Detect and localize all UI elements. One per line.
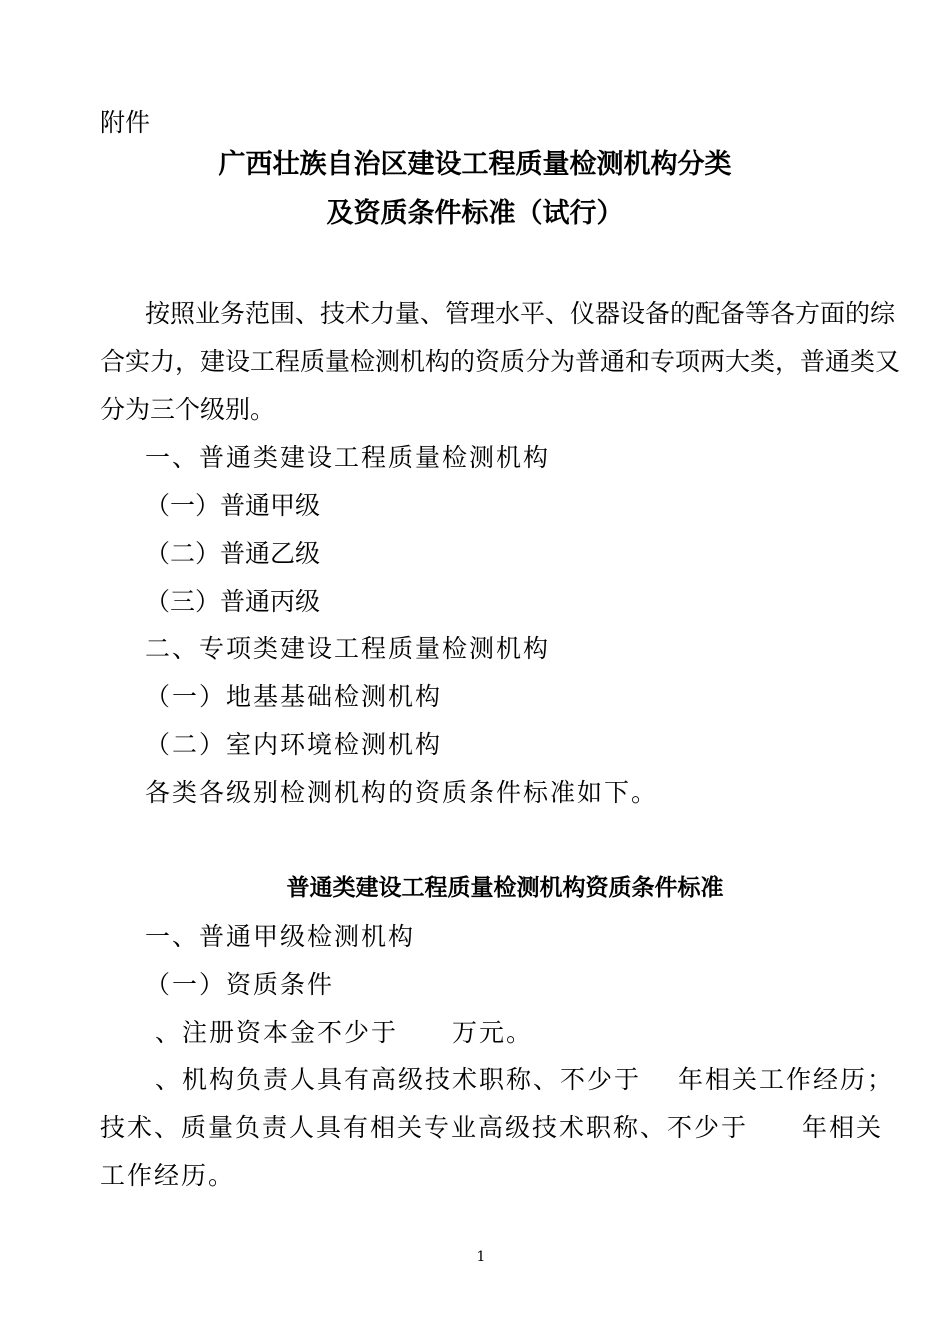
outline-part-1-item-3: （三）普通丙级 — [145, 587, 321, 616]
sub-heading: （一）资质条件 — [145, 970, 335, 999]
page-number: 1 — [476, 1249, 486, 1265]
outline-part-1-item-1: （一）普通甲级 — [145, 491, 321, 520]
outline-part-2: 二、专项类建设工程质量检测机构 — [145, 634, 551, 663]
document-title-line-1: 广西壮族自治区建设工程质量检测机构分类 — [218, 149, 732, 180]
standards-item-2-line-1: 、机构负责人具有高级技术职称、不少于 年相关工作经历； — [155, 1065, 894, 1094]
intro-line-3: 分为三个级别。 — [100, 395, 276, 424]
outline-summary: 各类各级别检测机构的资质条件标准如下。 — [145, 778, 659, 807]
outline-part-1-item-2: （二）普通乙级 — [145, 539, 321, 568]
outline-part-2-item-1: （一）地基基础检测机构 — [145, 682, 443, 711]
intro-line-1: 按照业务范围、技术力量、管理水平、仪器设备的配备等各方面的综 — [145, 299, 896, 328]
intro-line-2: 合实力，建设工程质量检测机构的资质分为普通和专项两大类，普通类又 — [100, 347, 901, 376]
outline-part-2-item-2: （二）室内环境检测机构 — [145, 730, 443, 759]
standards-item-2-line-2: 技术、质量负责人具有相关专业高级技术职称、不少于 年相关 — [100, 1113, 884, 1142]
standards-item-1: 、注册资本金不少于 万元。 — [155, 1018, 534, 1047]
standards-heading: 普通类建设工程质量检测机构资质条件标准 — [286, 875, 724, 901]
document-title-line-2: 及资质条件标准（试行） — [326, 198, 624, 229]
level-heading: 一、普通甲级检测机构 — [145, 922, 416, 951]
outline-part-1: 一、普通类建设工程质量检测机构 — [145, 443, 551, 472]
attachment-label: 附件 — [100, 108, 151, 137]
standards-item-2-line-3: 工作经历。 — [100, 1161, 236, 1190]
